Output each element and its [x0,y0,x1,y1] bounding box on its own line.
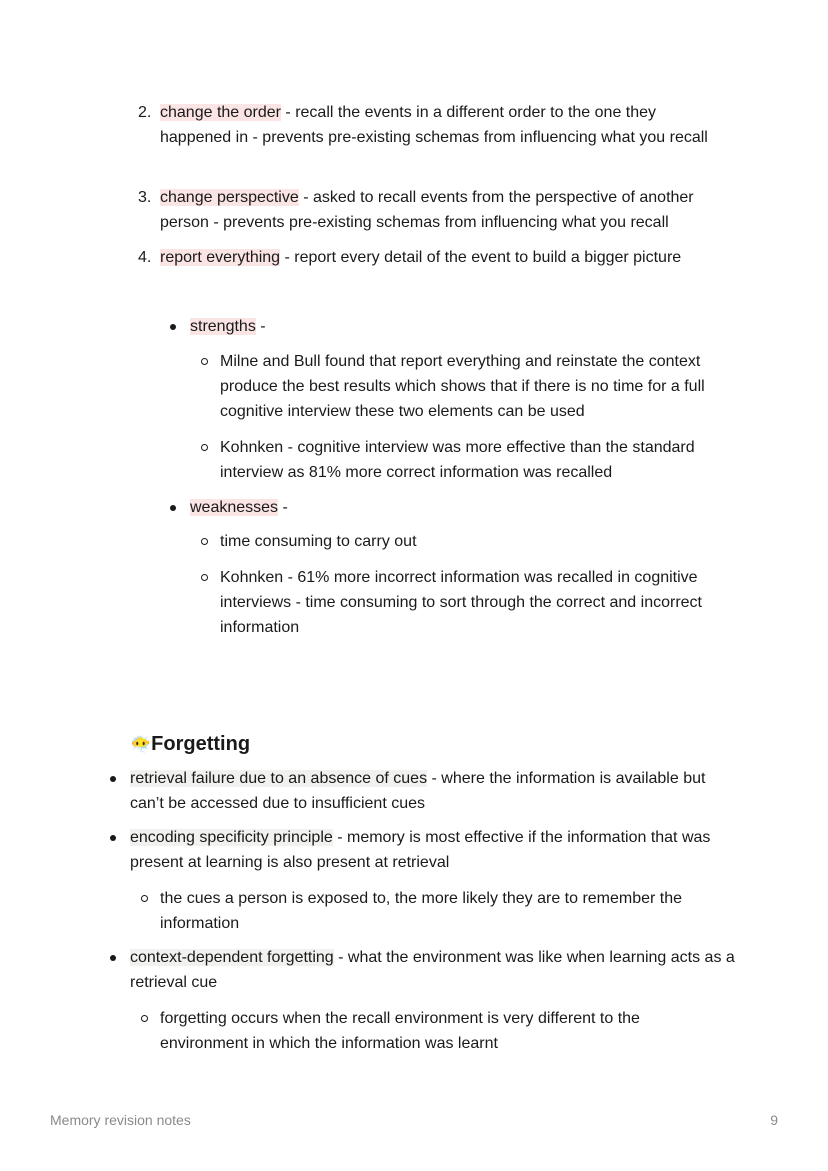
item-text: forgetting occurs when the recall environment is very different to the environment in which the information was learnt [160,1010,640,1052]
bullet-icon [170,505,176,511]
circle-bullet-icon [141,895,148,902]
item-text: Milne and Bull found that report everything and reinstate the context produce the best results which shows that if there is no time for a full cognitive interview these two elements can be used [220,353,705,420]
bullet-icon [170,324,176,330]
item-text: the cues a person is exposed to, the more likely they are to remember the information [160,890,683,932]
numbered-item-3 [138,185,730,235]
numbered-item-4 [138,245,740,270]
forgetting-subpoint [160,886,725,936]
item-text: Kohnken - cognitive interview was more effective than the standard interview as 81% more correct information was recalled [220,439,695,481]
highlighted-term: weaknesses [190,499,279,516]
highlighted-term: report everything [160,249,281,266]
bullet-icon [110,955,116,961]
footer-title: Memory revision notes [50,1112,191,1128]
circle-bullet-icon [201,574,208,581]
item-text: - what the environment was like when learning acts as a retrieval cue [130,949,735,991]
heading-text: Forgetting [151,733,251,755]
item-text: - memory is most effective if the information that was present at learning is also present at retrieval [130,829,711,871]
item-text: time consuming to carry out [220,533,417,550]
forgetting-subpoint [160,1006,690,1056]
item-text: Kohnken - 61% more incorrect information was recalled in cognitive interviews - time consuming to sort through the correct and incorrect information [220,569,702,636]
strength-point [220,435,730,485]
weakness-point [220,529,735,554]
forgetting-bullet [130,945,735,995]
item-text: - report every detail of the event to build a bigger picture [280,249,682,266]
weaknesses-item [190,495,288,520]
highlighted-term: context-dependent forgetting [130,949,334,966]
item-text: - asked to recall events from the perspective of another person - prevents pre-existing schemas from influencing what you recall [160,189,694,231]
strength-point [220,349,735,424]
bullet-icon [110,835,116,841]
circle-bullet-icon [201,444,208,451]
numbered-item-2 [138,100,720,150]
circle-bullet-icon [201,358,208,365]
highlighted-term: encoding specificity principle [130,829,333,846]
forgetting-bullet [130,766,715,816]
circle-bullet-icon [141,1015,148,1022]
section-heading [130,730,250,759]
item-text: - recall the events in a different order to the one they happened in - prevents pre-existing schemas from influencing what you recall [160,104,708,146]
item-number: 4. [138,249,152,266]
page-number: 9 [770,1112,778,1128]
highlighted-term: change perspective [160,189,299,206]
face-in-clouds-icon: 😶‍🌫️ [130,735,152,754]
item-number: 3. [138,189,152,206]
highlighted-term: change the order [160,104,281,121]
strengths-item [190,314,266,339]
circle-bullet-icon [201,538,208,545]
weakness-point [220,565,735,640]
item-number: 2. [138,104,152,121]
item-text: - [255,318,266,335]
item-text: - [278,499,288,516]
highlighted-term: retrieval failure due to an absence of cues [130,770,428,787]
item-text: - where the information is available but can’t be accessed due to insufficient cues [130,770,706,812]
forgetting-bullet [130,825,715,875]
highlighted-term: strengths [190,318,256,335]
bullet-icon [110,776,116,782]
